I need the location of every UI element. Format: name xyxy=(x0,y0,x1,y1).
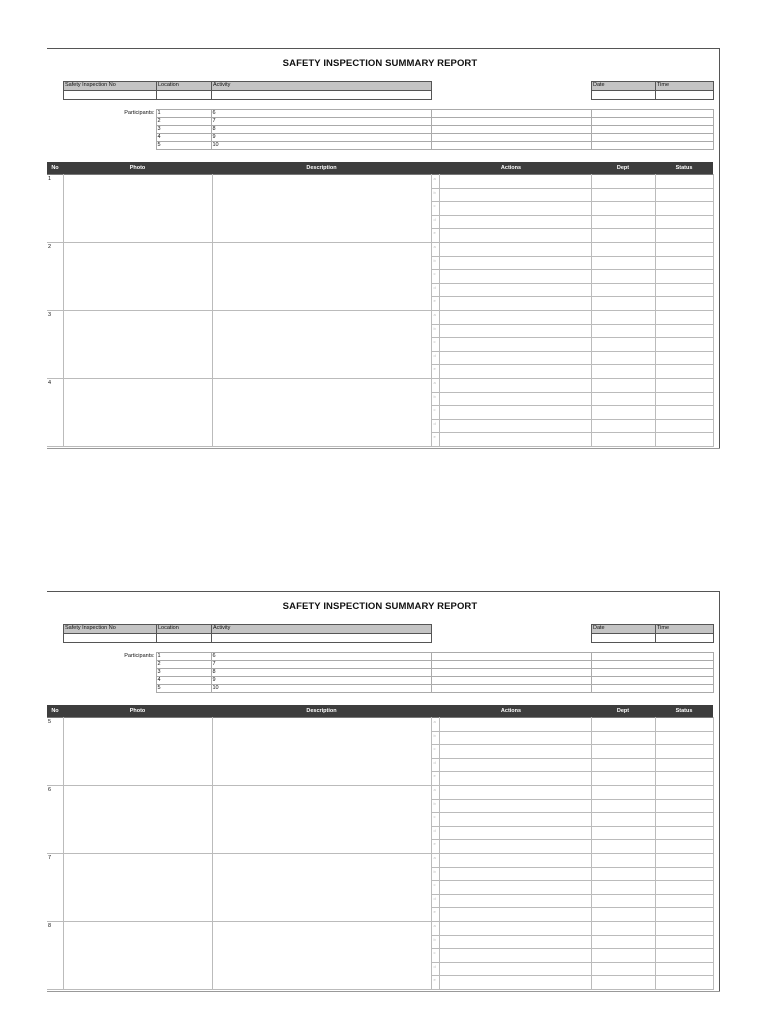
action-letter: e xyxy=(431,772,439,786)
inspection-no-field[interactable] xyxy=(64,91,157,100)
participant-number: 3 xyxy=(156,126,211,134)
location-label: Location xyxy=(157,625,212,634)
action-letter: a xyxy=(431,175,439,189)
col-actions: Actions xyxy=(431,162,591,175)
status-cell[interactable] xyxy=(655,867,713,881)
inspection-items-table xyxy=(47,162,714,447)
participant-number: 9 xyxy=(211,677,431,685)
photo-cell[interactable] xyxy=(63,310,212,378)
status-cell[interactable] xyxy=(655,758,713,772)
participant-number: 9 xyxy=(211,134,431,142)
action-cell[interactable] xyxy=(439,270,591,284)
location-field[interactable] xyxy=(157,91,212,100)
description-cell[interactable] xyxy=(212,785,431,853)
date-field[interactable] xyxy=(592,91,656,100)
description-cell[interactable] xyxy=(212,175,431,243)
action-cell[interactable] xyxy=(439,283,591,297)
action-cell[interactable] xyxy=(439,202,591,216)
action-letter: b xyxy=(431,731,439,745)
action-letter: d xyxy=(431,283,439,297)
participant-number: 3 xyxy=(156,669,211,677)
status-cell[interactable] xyxy=(655,378,713,392)
item-number: 3 xyxy=(47,310,63,378)
action-letter: a xyxy=(431,785,439,799)
participant-name-field[interactable] xyxy=(591,142,713,150)
participant-name-field[interactable] xyxy=(591,134,713,142)
action-letter: b xyxy=(431,935,439,949)
dept-cell[interactable] xyxy=(591,188,655,202)
date-field[interactable] xyxy=(592,634,656,643)
action-letter: c xyxy=(431,813,439,827)
action-letter: c xyxy=(431,949,439,963)
participant-name-field[interactable] xyxy=(591,661,713,669)
action-cell[interactable] xyxy=(439,310,591,324)
action-cell[interactable] xyxy=(439,718,591,732)
action-letter: d xyxy=(431,826,439,840)
date-label: Date xyxy=(592,625,656,634)
header-table-right xyxy=(591,81,714,100)
status-cell[interactable] xyxy=(655,365,713,379)
action-letter: c xyxy=(431,202,439,216)
action-cell[interactable] xyxy=(439,242,591,256)
action-cell[interactable] xyxy=(439,881,591,895)
col-no: No xyxy=(47,162,63,175)
participant-number: 6 xyxy=(211,110,431,118)
activity-field[interactable] xyxy=(212,91,432,100)
participant-row xyxy=(63,653,713,661)
item-number: 2 xyxy=(47,242,63,310)
action-cell[interactable] xyxy=(439,894,591,908)
location-field[interactable] xyxy=(157,634,212,643)
dept-cell[interactable] xyxy=(591,229,655,243)
status-cell[interactable] xyxy=(655,853,713,867)
action-letter: a xyxy=(431,242,439,256)
status-cell[interactable] xyxy=(655,976,713,990)
status-cell[interactable] xyxy=(655,242,713,256)
dept-cell[interactable] xyxy=(591,365,655,379)
participant-row xyxy=(63,677,713,685)
action-letter: e xyxy=(431,840,439,854)
status-cell[interactable] xyxy=(655,785,713,799)
status-cell[interactable] xyxy=(655,962,713,976)
participant-name-field[interactable] xyxy=(591,677,713,685)
participants-spacer xyxy=(63,126,156,134)
action-letter: c xyxy=(431,406,439,420)
inspection-no-field[interactable] xyxy=(64,634,157,643)
participant-name-field[interactable] xyxy=(431,661,591,669)
dept-cell[interactable] xyxy=(591,908,655,922)
status-cell[interactable] xyxy=(655,419,713,433)
participant-row xyxy=(63,134,713,142)
action-letter: b xyxy=(431,799,439,813)
description-cell[interactable] xyxy=(212,921,431,989)
participant-number: 10 xyxy=(211,142,431,150)
participant-name-field[interactable] xyxy=(591,669,713,677)
action-cell[interactable] xyxy=(439,949,591,963)
action-cell[interactable] xyxy=(439,976,591,990)
photo-cell[interactable] xyxy=(63,242,212,310)
action-letter: d xyxy=(431,215,439,229)
dept-cell[interactable] xyxy=(591,758,655,772)
dept-cell[interactable] xyxy=(591,297,655,311)
action-letter: c xyxy=(431,881,439,895)
participants-spacer xyxy=(63,134,156,142)
action-cell[interactable] xyxy=(439,758,591,772)
action-letter: c xyxy=(431,338,439,352)
participant-row xyxy=(63,126,713,134)
participant-row xyxy=(63,661,713,669)
participant-name-field[interactable] xyxy=(431,110,591,118)
col-no: No xyxy=(47,705,63,718)
action-cell[interactable] xyxy=(439,799,591,813)
status-cell[interactable] xyxy=(655,840,713,854)
action-letter: d xyxy=(431,894,439,908)
date-label: Date xyxy=(592,82,656,91)
inspection-no-label: Safety Inspection No xyxy=(64,625,157,634)
table-row xyxy=(47,310,713,324)
status-cell[interactable] xyxy=(655,229,713,243)
status-cell[interactable] xyxy=(655,338,713,352)
item-number: 7 xyxy=(47,853,63,921)
dept-cell[interactable] xyxy=(591,799,655,813)
col-description: Description xyxy=(212,162,431,175)
action-letter: e xyxy=(431,297,439,311)
dept-cell[interactable] xyxy=(591,881,655,895)
dept-cell[interactable] xyxy=(591,949,655,963)
dept-cell[interactable] xyxy=(591,338,655,352)
description-cell[interactable] xyxy=(212,242,431,310)
report-title: SAFETY INSPECTION SUMMARY REPORT xyxy=(282,58,478,69)
participant-name-field[interactable] xyxy=(431,142,591,150)
participants-label: Participants: xyxy=(124,109,155,116)
status-cell[interactable] xyxy=(655,392,713,406)
action-letter: e xyxy=(431,433,439,447)
action-cell[interactable] xyxy=(439,365,591,379)
dept-cell[interactable] xyxy=(591,785,655,799)
status-cell[interactable] xyxy=(655,813,713,827)
participant-name-field[interactable] xyxy=(591,653,713,661)
action-letter: a xyxy=(431,310,439,324)
col-actions: Actions xyxy=(431,705,591,718)
action-cell[interactable] xyxy=(439,215,591,229)
col-photo: Photo xyxy=(63,705,212,718)
action-cell[interactable] xyxy=(439,229,591,243)
status-cell[interactable] xyxy=(655,908,713,922)
participant-number: 10 xyxy=(211,685,431,693)
dept-cell[interactable] xyxy=(591,731,655,745)
status-cell[interactable] xyxy=(655,351,713,365)
action-letter: a xyxy=(431,921,439,935)
participants-label: Participants: xyxy=(124,652,155,659)
participant-row xyxy=(63,118,713,126)
participant-number: 5 xyxy=(156,685,211,693)
action-cell[interactable] xyxy=(439,433,591,447)
table-row xyxy=(47,718,713,732)
participants-spacer xyxy=(63,142,156,150)
action-letter: c xyxy=(431,270,439,284)
action-cell[interactable] xyxy=(439,840,591,854)
action-cell[interactable] xyxy=(439,867,591,881)
action-letter: e xyxy=(431,908,439,922)
action-cell[interactable] xyxy=(439,351,591,365)
dept-cell[interactable] xyxy=(591,270,655,284)
participant-number: 6 xyxy=(211,653,431,661)
participant-name-field[interactable] xyxy=(431,118,591,126)
col-status: Status xyxy=(655,162,713,175)
status-cell[interactable] xyxy=(655,215,713,229)
participant-row xyxy=(63,110,713,118)
participant-number: 2 xyxy=(156,661,211,669)
status-cell[interactable] xyxy=(655,894,713,908)
action-letter: b xyxy=(431,324,439,338)
action-letter: e xyxy=(431,229,439,243)
report-title: SAFETY INSPECTION SUMMARY REPORT xyxy=(282,601,478,612)
item-number: 8 xyxy=(47,921,63,989)
action-letter: d xyxy=(431,351,439,365)
status-cell[interactable] xyxy=(655,283,713,297)
dept-cell[interactable] xyxy=(591,175,655,189)
action-letter: a xyxy=(431,378,439,392)
action-cell[interactable] xyxy=(439,338,591,352)
action-letter: b xyxy=(431,867,439,881)
status-cell[interactable] xyxy=(655,949,713,963)
participant-name-field[interactable] xyxy=(431,677,591,685)
dept-cell[interactable] xyxy=(591,826,655,840)
col-photo: Photo xyxy=(63,162,212,175)
dept-cell[interactable] xyxy=(591,392,655,406)
photo-cell[interactable] xyxy=(63,853,212,921)
dept-cell[interactable] xyxy=(591,745,655,759)
participants-table xyxy=(63,652,714,693)
photo-cell[interactable] xyxy=(63,718,212,786)
participant-number: 1 xyxy=(156,653,211,661)
status-cell[interactable] xyxy=(655,772,713,786)
time-field[interactable] xyxy=(656,91,714,100)
action-cell[interactable] xyxy=(439,908,591,922)
dept-cell[interactable] xyxy=(591,419,655,433)
status-cell[interactable] xyxy=(655,881,713,895)
action-letter: b xyxy=(431,256,439,270)
action-cell[interactable] xyxy=(439,324,591,338)
status-cell[interactable] xyxy=(655,433,713,447)
participant-number: 7 xyxy=(211,118,431,126)
participants-spacer xyxy=(63,118,156,126)
dept-cell[interactable] xyxy=(591,962,655,976)
item-number: 6 xyxy=(47,785,63,853)
report-sheet-1 xyxy=(47,48,720,449)
participant-number: 5 xyxy=(156,142,211,150)
participant-number: 2 xyxy=(156,118,211,126)
dept-cell[interactable] xyxy=(591,772,655,786)
status-cell[interactable] xyxy=(655,175,713,189)
dept-cell[interactable] xyxy=(591,718,655,732)
action-cell[interactable] xyxy=(439,921,591,935)
dept-cell[interactable] xyxy=(591,242,655,256)
dept-cell[interactable] xyxy=(591,256,655,270)
status-cell[interactable] xyxy=(655,324,713,338)
participant-name-field[interactable] xyxy=(591,126,713,134)
header-table-left xyxy=(63,81,432,100)
participants-spacer xyxy=(63,685,156,693)
status-cell[interactable] xyxy=(655,256,713,270)
activity-label: Activity xyxy=(212,82,432,91)
dept-cell[interactable] xyxy=(591,283,655,297)
action-cell[interactable] xyxy=(439,935,591,949)
status-cell[interactable] xyxy=(655,718,713,732)
description-cell[interactable] xyxy=(212,718,431,786)
action-cell[interactable] xyxy=(439,813,591,827)
action-cell[interactable] xyxy=(439,826,591,840)
status-cell[interactable] xyxy=(655,745,713,759)
action-cell[interactable] xyxy=(439,853,591,867)
participants-spacer xyxy=(63,677,156,685)
dept-cell[interactable] xyxy=(591,840,655,854)
participant-name-field[interactable] xyxy=(431,685,591,693)
participant-name-field[interactable] xyxy=(591,685,713,693)
status-cell[interactable] xyxy=(655,297,713,311)
action-cell[interactable] xyxy=(439,256,591,270)
action-letter: a xyxy=(431,853,439,867)
dept-cell[interactable] xyxy=(591,976,655,990)
status-cell[interactable] xyxy=(655,310,713,324)
dept-cell[interactable] xyxy=(591,351,655,365)
status-cell[interactable] xyxy=(655,826,713,840)
item-number: 1 xyxy=(47,175,63,243)
description-cell[interactable] xyxy=(212,378,431,446)
participant-number: 4 xyxy=(156,134,211,142)
col-dept: Dept xyxy=(591,162,655,175)
action-letter: b xyxy=(431,392,439,406)
dept-cell[interactable] xyxy=(591,215,655,229)
dept-cell[interactable] xyxy=(591,894,655,908)
participant-name-field[interactable] xyxy=(431,653,591,661)
action-cell[interactable] xyxy=(439,392,591,406)
participants-table xyxy=(63,109,714,150)
participant-name-field[interactable] xyxy=(591,110,713,118)
item-number: 4 xyxy=(47,378,63,446)
action-letter: d xyxy=(431,962,439,976)
time-label: Time xyxy=(656,625,714,634)
participant-name-field[interactable] xyxy=(431,134,591,142)
header-table-left xyxy=(63,624,432,643)
photo-cell[interactable] xyxy=(63,378,212,446)
dept-cell[interactable] xyxy=(591,310,655,324)
table-row xyxy=(47,853,713,867)
participant-row xyxy=(63,685,713,693)
action-cell[interactable] xyxy=(439,378,591,392)
action-cell[interactable] xyxy=(439,745,591,759)
report-sheet-2 xyxy=(47,591,720,992)
participant-number: 4 xyxy=(156,677,211,685)
photo-cell[interactable] xyxy=(63,785,212,853)
action-cell[interactable] xyxy=(439,406,591,420)
photo-cell[interactable] xyxy=(63,921,212,989)
dept-cell[interactable] xyxy=(591,378,655,392)
participant-name-field[interactable] xyxy=(591,118,713,126)
action-cell[interactable] xyxy=(439,175,591,189)
participant-number: 8 xyxy=(211,669,431,677)
action-letter: e xyxy=(431,976,439,990)
status-cell[interactable] xyxy=(655,799,713,813)
activity-field[interactable] xyxy=(212,634,432,643)
status-cell[interactable] xyxy=(655,188,713,202)
description-cell[interactable] xyxy=(212,310,431,378)
action-letter: b xyxy=(431,188,439,202)
description-cell[interactable] xyxy=(212,853,431,921)
dept-cell[interactable] xyxy=(591,813,655,827)
inspection-no-label: Safety Inspection No xyxy=(64,82,157,91)
action-cell[interactable] xyxy=(439,785,591,799)
inspection-items-table xyxy=(47,705,714,990)
participant-row xyxy=(63,669,713,677)
dept-cell[interactable] xyxy=(591,921,655,935)
table-row xyxy=(47,175,713,189)
dept-cell[interactable] xyxy=(591,324,655,338)
status-cell[interactable] xyxy=(655,202,713,216)
action-cell[interactable] xyxy=(439,297,591,311)
header-table-right xyxy=(591,624,714,643)
participant-row xyxy=(63,142,713,150)
action-letter: d xyxy=(431,419,439,433)
participant-number: 7 xyxy=(211,661,431,669)
status-cell[interactable] xyxy=(655,731,713,745)
action-cell[interactable] xyxy=(439,188,591,202)
table-row xyxy=(47,378,713,392)
action-letter: e xyxy=(431,365,439,379)
action-cell[interactable] xyxy=(439,419,591,433)
table-row xyxy=(47,785,713,799)
participant-number: 1 xyxy=(156,110,211,118)
dept-cell[interactable] xyxy=(591,433,655,447)
activity-label: Activity xyxy=(212,625,432,634)
action-cell[interactable] xyxy=(439,962,591,976)
action-cell[interactable] xyxy=(439,731,591,745)
participant-number: 8 xyxy=(211,126,431,134)
action-letter: a xyxy=(431,718,439,732)
action-cell[interactable] xyxy=(439,772,591,786)
action-letter: c xyxy=(431,745,439,759)
dept-cell[interactable] xyxy=(591,406,655,420)
dept-cell[interactable] xyxy=(591,202,655,216)
participants-spacer xyxy=(63,661,156,669)
table-row xyxy=(47,242,713,256)
photo-cell[interactable] xyxy=(63,175,212,243)
time-label: Time xyxy=(656,82,714,91)
action-letter: d xyxy=(431,758,439,772)
status-cell[interactable] xyxy=(655,406,713,420)
status-cell[interactable] xyxy=(655,935,713,949)
col-status: Status xyxy=(655,705,713,718)
participant-name-field[interactable] xyxy=(431,126,591,134)
location-label: Location xyxy=(157,82,212,91)
participant-name-field[interactable] xyxy=(431,669,591,677)
participants-spacer xyxy=(63,669,156,677)
status-cell[interactable] xyxy=(655,270,713,284)
item-number: 5 xyxy=(47,718,63,786)
dept-cell[interactable] xyxy=(591,853,655,867)
col-dept: Dept xyxy=(591,705,655,718)
table-row xyxy=(47,921,713,935)
dept-cell[interactable] xyxy=(591,935,655,949)
col-description: Description xyxy=(212,705,431,718)
status-cell[interactable] xyxy=(655,921,713,935)
time-field[interactable] xyxy=(656,634,714,643)
dept-cell[interactable] xyxy=(591,867,655,881)
